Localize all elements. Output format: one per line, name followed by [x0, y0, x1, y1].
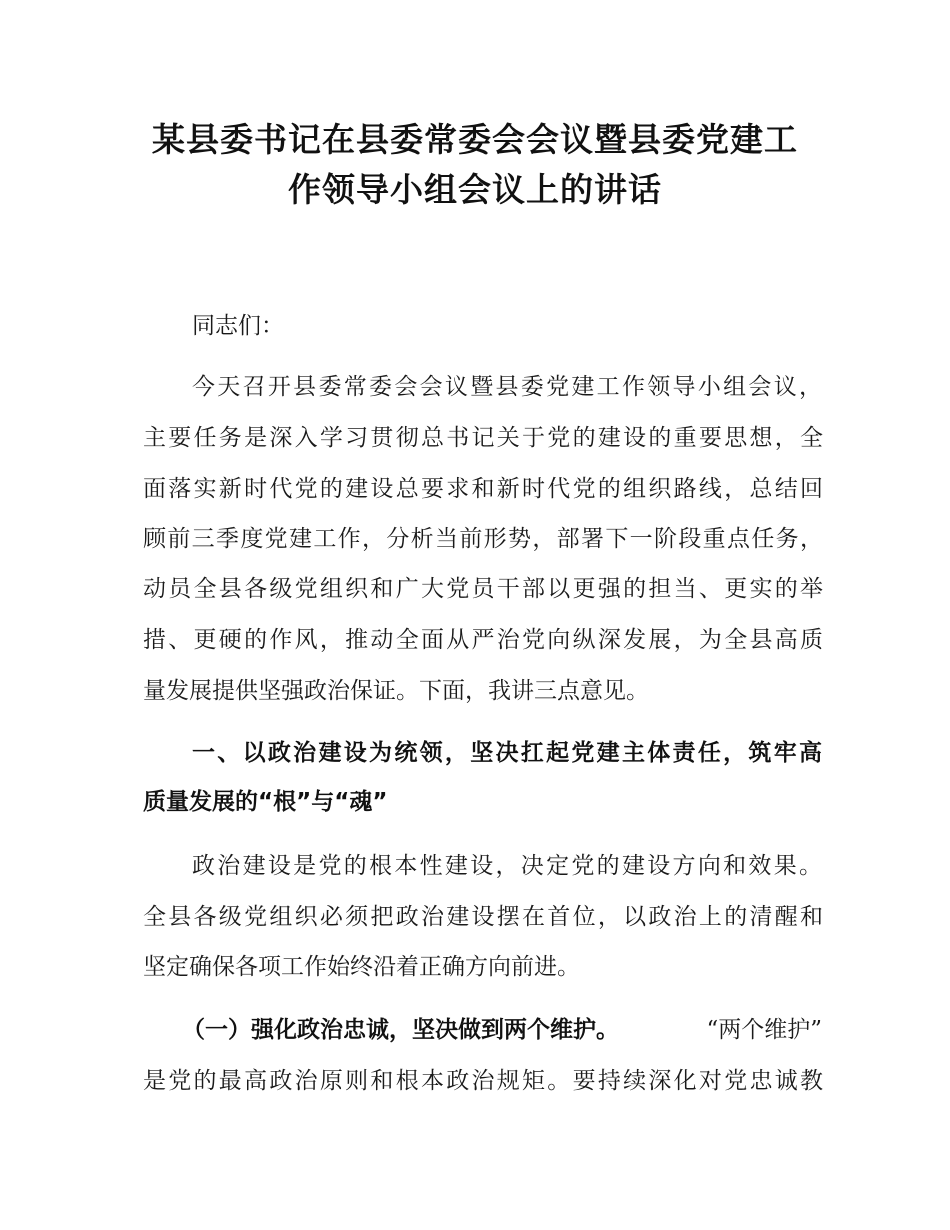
- paragraph-2-line-2: 全县各级党组织必须把政治建设摆在首位，以政治上的清醒和: [143, 904, 823, 930]
- section-heading-1-line-1: 一、以政治建设为统领，坚决扛起党建主体责任，筑牢高: [192, 740, 822, 766]
- paragraph-1-line-4: 顾前三季度党建工作，分析当前形势，部署下一阶段重点任务，: [143, 526, 823, 552]
- paragraph-3-line-2: 是党的最高政治原则和根本政治规矩。要持续深化对党忠诚教: [143, 1068, 823, 1094]
- paragraph-1-line-3: 面落实新时代党的建设总要求和新时代党的组织路线，总结回: [143, 476, 823, 502]
- paragraph-3-line-1: [182, 1015, 822, 1045]
- paragraph-2-line-1: 政治建设是党的根本性建设，决定党的建设方向和效果。: [192, 853, 822, 879]
- paragraph-1-line-7: 量发展提供坚强政治保证。下面，我讲三点意见。: [143, 678, 649, 704]
- paragraph-1-line-1: 今天召开县委常委会会议暨县委党建工作领导小组会议，: [192, 374, 822, 400]
- paragraph-1-line-5: 动员全县各级党组织和广大党员干部以更强的担当、更实的举: [143, 576, 823, 602]
- document-title-line-1: 某县委书记在县委常委会会议暨县委党建工: [152, 120, 798, 159]
- salutation: 同志们：: [192, 313, 284, 339]
- paragraph-1-line-2: 主要任务是深入学习贯彻总书记关于党的建设的重要思想，全: [143, 425, 823, 451]
- paragraph-1-line-6: 措、更硬的作风，推动全面从严治党向纵深发展，为全县高质: [143, 627, 823, 653]
- section-heading-1-line-2: 质量发展的“根”与“魂”: [143, 789, 388, 815]
- paragraph-2-line-3: 坚定确保各项工作始终沿着正确方向前进。: [143, 954, 580, 980]
- document-title-line-2: 作领导小组会议上的讲话: [288, 170, 662, 209]
- paragraph-3-line-1-rest: “两个维护”: [706, 1017, 822, 1043]
- subsection-heading-1: （一）强化政治忠诚，坚决做到两个维护。: [182, 1017, 619, 1043]
